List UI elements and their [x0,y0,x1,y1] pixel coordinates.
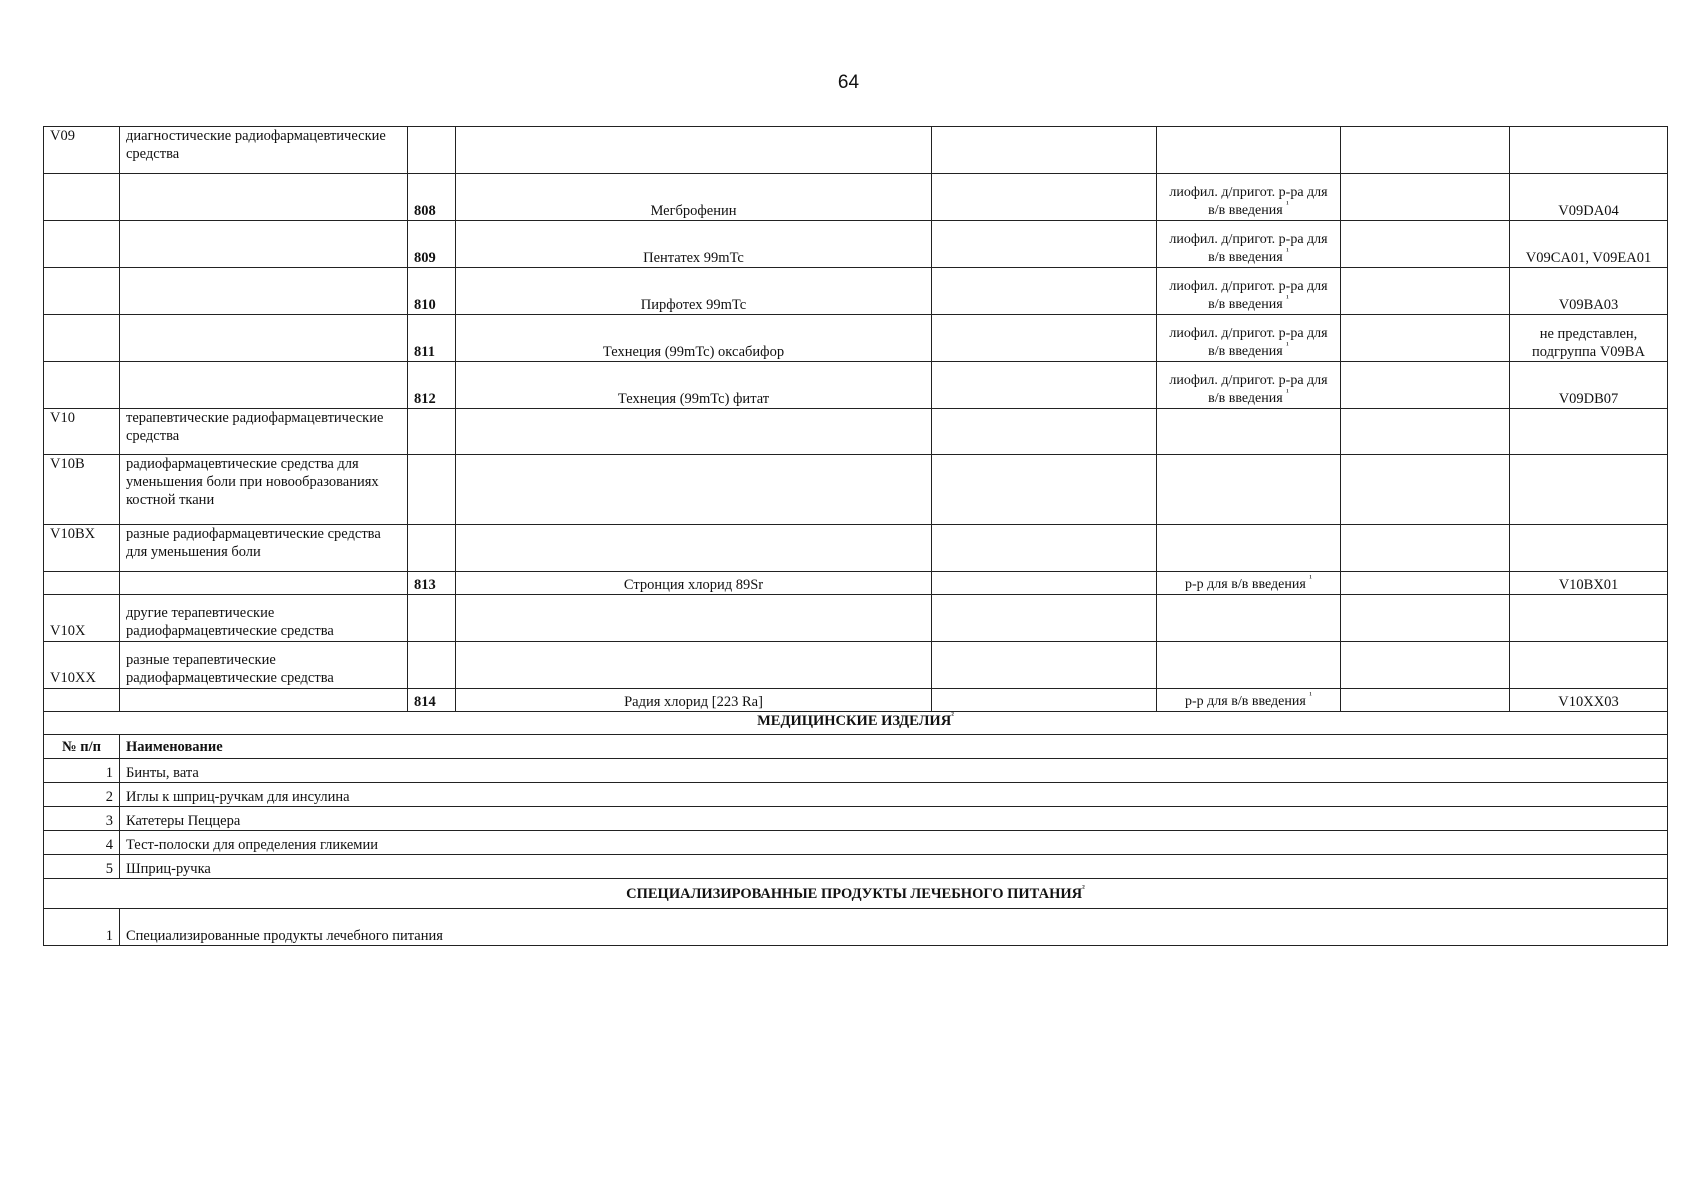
item-name: Бинты, вата [120,759,1668,783]
table-row [44,909,1668,946]
table-row [44,174,1668,221]
drug-number: 811 [408,315,456,362]
atc-group-name: диагностические радиофармацевтические средства [120,127,408,174]
table-row [44,127,1668,174]
atc-code: V09CA01, V09EA01 [1510,221,1668,268]
table-row [44,572,1668,595]
drug-number: 808 [408,174,456,221]
table-row [44,855,1668,879]
table-row [44,735,1668,759]
atc-group-code: V10BX [44,525,120,572]
atc-group-code: V10 [44,409,120,455]
table-row [44,595,1668,642]
table-row [44,689,1668,712]
item-number: 1 [44,759,120,783]
item-number: 2 [44,783,120,807]
item-number: 1 [44,909,120,946]
drug-number: 814 [408,689,456,712]
table-row [44,759,1668,783]
table-row [44,831,1668,855]
item-number: 5 [44,855,120,879]
atc-group-name: разные терапевтические радиофармацевтические средства [120,642,408,689]
drug-number: 812 [408,362,456,409]
table-row [44,455,1668,525]
item-number: 3 [44,807,120,831]
atc-code: не представлен, подгруппа V09BA [1510,315,1668,362]
dosage-form: лиофил. д/пригот. р-ра для в/в введения $^{^1}$ [1157,221,1341,268]
atc-code: V09DB07 [1510,362,1668,409]
table-row [44,525,1668,572]
table-row [44,642,1668,689]
drug-name: Технеция (99mTc) оксабифор [456,315,932,362]
atc-group-name: другие терапевтические радиофармацевтические средства [120,595,408,642]
table-row [44,409,1668,455]
item-name: Иглы к шприц-ручкам для инсулина [120,783,1668,807]
atc-code: V09BA03 [1510,268,1668,315]
atc-group-name: терапевтические радиофармацевтические средства [120,409,408,455]
table-row [44,712,1668,735]
dosage-form: лиофил. д/пригот. р-ра для в/в введения $^{^1}$ [1157,315,1341,362]
item-name: Шприц-ручка [120,855,1668,879]
drug-name: Радия хлорид [223 Ra] [456,689,932,712]
drug-name: Пентатех 99mTc [456,221,932,268]
column-header-name: Наименование [120,735,1668,759]
item-name: Специализированные продукты лечебного питания [120,909,1668,946]
atc-code: V10XX03 [1510,689,1668,712]
dosage-form: лиофил. д/пригот. р-ра для в/в введения $^{^1}$ [1157,174,1341,221]
item-number: 4 [44,831,120,855]
table-row [44,783,1668,807]
dosage-form: р-р для в/в введения $^{^1}$ [1157,689,1341,712]
nutrition-title: СПЕЦИАЛИЗИРОВАННЫЕ ПРОДУКТЫ ЛЕЧЕБНОГО $ПИТАНИЯ^{^2}$ [44,879,1668,909]
dosage-form: р-р для в/в введения $^{^1}$ [1157,572,1341,595]
atc-group-code: V10B [44,455,120,525]
page-number: 64 [837,72,860,93]
drug-name: Технеция (99mTc) фитат [456,362,932,409]
table-row [44,268,1668,315]
table-row [44,807,1668,831]
dosage-form: лиофил. д/пригот. р-ра для в/в введения $^{^1}$ [1157,268,1341,315]
table-row [44,221,1668,268]
atc-code: V10BX01 [1510,572,1668,595]
drug-number: 810 [408,268,456,315]
drug-name: Пирфотех 99mTc [456,268,932,315]
drug-number: 809 [408,221,456,268]
atc-group-code: V09 [44,127,120,174]
drug-name: Мегброфенин [456,174,932,221]
atc-group-name: разные радиофармацевтические средства для уменьшения боли [120,525,408,572]
table-row [44,879,1668,909]
item-name: Тест-полоски для определения гликемии [120,831,1668,855]
atc-code: V09DA04 [1510,174,1668,221]
item-name: Катетеры Пеццера [120,807,1668,831]
table-row [44,362,1668,409]
atc-group-code: V10X [44,595,120,642]
medical-devices-title: МЕДИЦИНСКИЕ $ИЗДЕЛИЯ^{^2}$ [44,712,1668,735]
drug-table [43,126,1668,946]
column-header-num: № п/п [44,735,120,759]
table-row [44,315,1668,362]
drug-number: 813 [408,572,456,595]
atc-group-code: V10XX [44,642,120,689]
drug-name: Стронция хлорид 89Sr [456,572,932,595]
dosage-form: лиофил. д/пригот. р-ра для в/в введения $^{^1}$ [1157,362,1341,409]
atc-group-name: радиофармацевтические средства для уменьшения боли при новообразованиях костной ткани [120,455,408,525]
